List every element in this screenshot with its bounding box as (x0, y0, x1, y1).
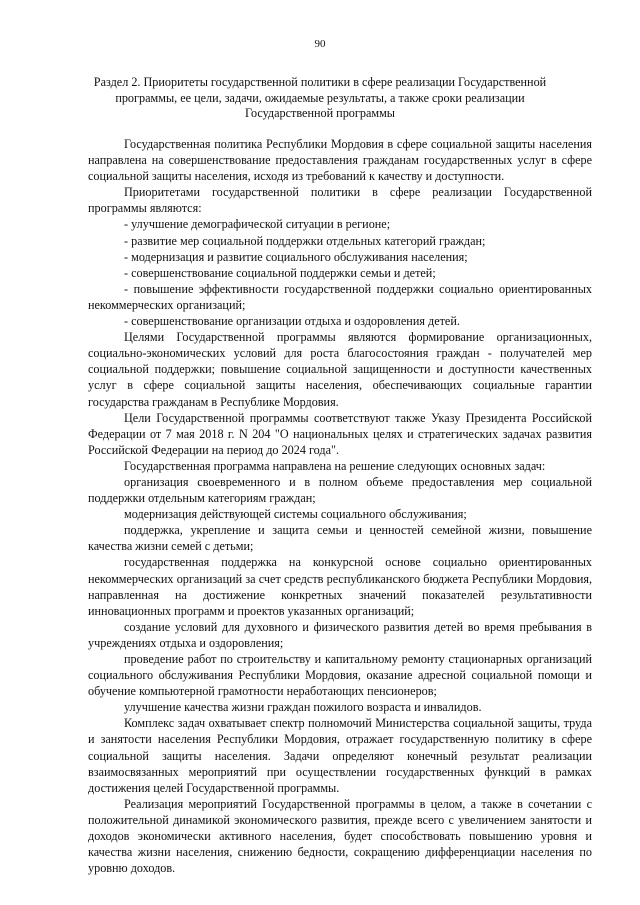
paragraph: Комплекс задач охватывает спектр полномочий Министерства социальной защиты, труда и занятости населения Республики Мордовия, отражает государственную политику в сфере социальной защиты населения. Задачи определяют конечный результат реализации взаимосвязанных мероприятий при осуществлении государственных функций в рамках достижения целей Государственной программы. (88, 716, 592, 795)
list-item: - повышение эффективности государственной поддержки социально ориентированных некоммерческих организаций; (88, 281, 592, 312)
paragraph: Государственная программа направлена на решение следующих основных задач: (124, 458, 546, 473)
list-item: - развитие мер социальной поддержки отдельных категорий граждан; (124, 233, 486, 248)
paragraph: Государственная политика Республики Мордовия в сфере социальной защиты населения направлена на совершенствование предоставления гражданам государственных услуг в сфере социальной защиты населения, исходя из требований к качеству и доступности. (88, 137, 592, 184)
task-item: создание условий для духовного и физического развития детей во время пребывания в учреждениях отдыха и оздоровления; (88, 619, 592, 650)
paragraph: Цели Государственной программы соответствуют также Указу Президента Российской Федерации от 7 мая 2018 г. N 204 "О национальных целях и стратегических задачах развития Российской Федерации на период до 2024 года". (88, 410, 592, 457)
task-item: улучшение качества жизни граждан пожилого возраста и инвалидов. (124, 700, 482, 715)
paragraph: Реализация мероприятий Государственной программы в целом, а также в сочетании с положительной динамикой экономического развития, прежде всего с увеличением занятости и доходов экономически активного населения, будет способствовать повышению уровня и качества жизни населения, снижению бедности, сокращению дифференциации населения по уровню доходов. (88, 796, 592, 876)
list-item: - улучшение демографической ситуации в регионе; (124, 217, 391, 232)
list-item: - модернизация и развитие социального обслуживания населения; (124, 249, 468, 264)
task-item: поддержка, укрепление и защита семьи и ценностей семейной жизни, повышение качества жизни семей с детьми; (88, 523, 592, 554)
task-item: проведение работ по строительству и капитальному ремонту стационарных организаций социального обслуживания Республики Мордовия, оказание адресной социальной помощи и обучение компьютерной грамотности неработающих пенсионеров; (88, 652, 592, 699)
task-item: модернизация действующей системы социального обслуживания; (124, 507, 467, 522)
paragraph: Приоритетами государственной политики в сфере реализации Государственной программы являются: (88, 185, 592, 216)
list-item: - совершенствование организации отдыха и оздоровления детей. (124, 314, 460, 329)
document-body (88, 136, 592, 876)
paragraph: Целями Государственной программы являются формирование организационных, социально-экономических условий для роста благосостояния граждан - получателей мер социальной поддержки; повышение социальной защищенности и доступности качественных услуг в сфере социальной защиты населения, обеспечивающих социальные гарантии государства гражданам в Республике Мордовия. (88, 330, 592, 409)
task-item: государственная поддержка на конкурсной основе социально ориентированных некоммерческих организаций за счет средств республиканского бюджета Республики Мордовия, направленная на достижение конкретных значений показателей результативности инновационных программ и проектов указанных организаций; (88, 555, 592, 618)
page-number: 90 (314, 38, 326, 50)
section-title: Раздел 2. Приоритеты государственной политики в сфере реализации Государственной программы, ее цели, задачи, ожидаемые результаты, а также сроки реализации Государственной программы (93, 75, 547, 120)
task-item: организация своевременного и в полном объеме предоставления мер социальной поддержки отдельным категориям граждан; (88, 474, 592, 506)
list-item: - совершенствование социальной поддержки семьи и детей; (124, 265, 436, 280)
